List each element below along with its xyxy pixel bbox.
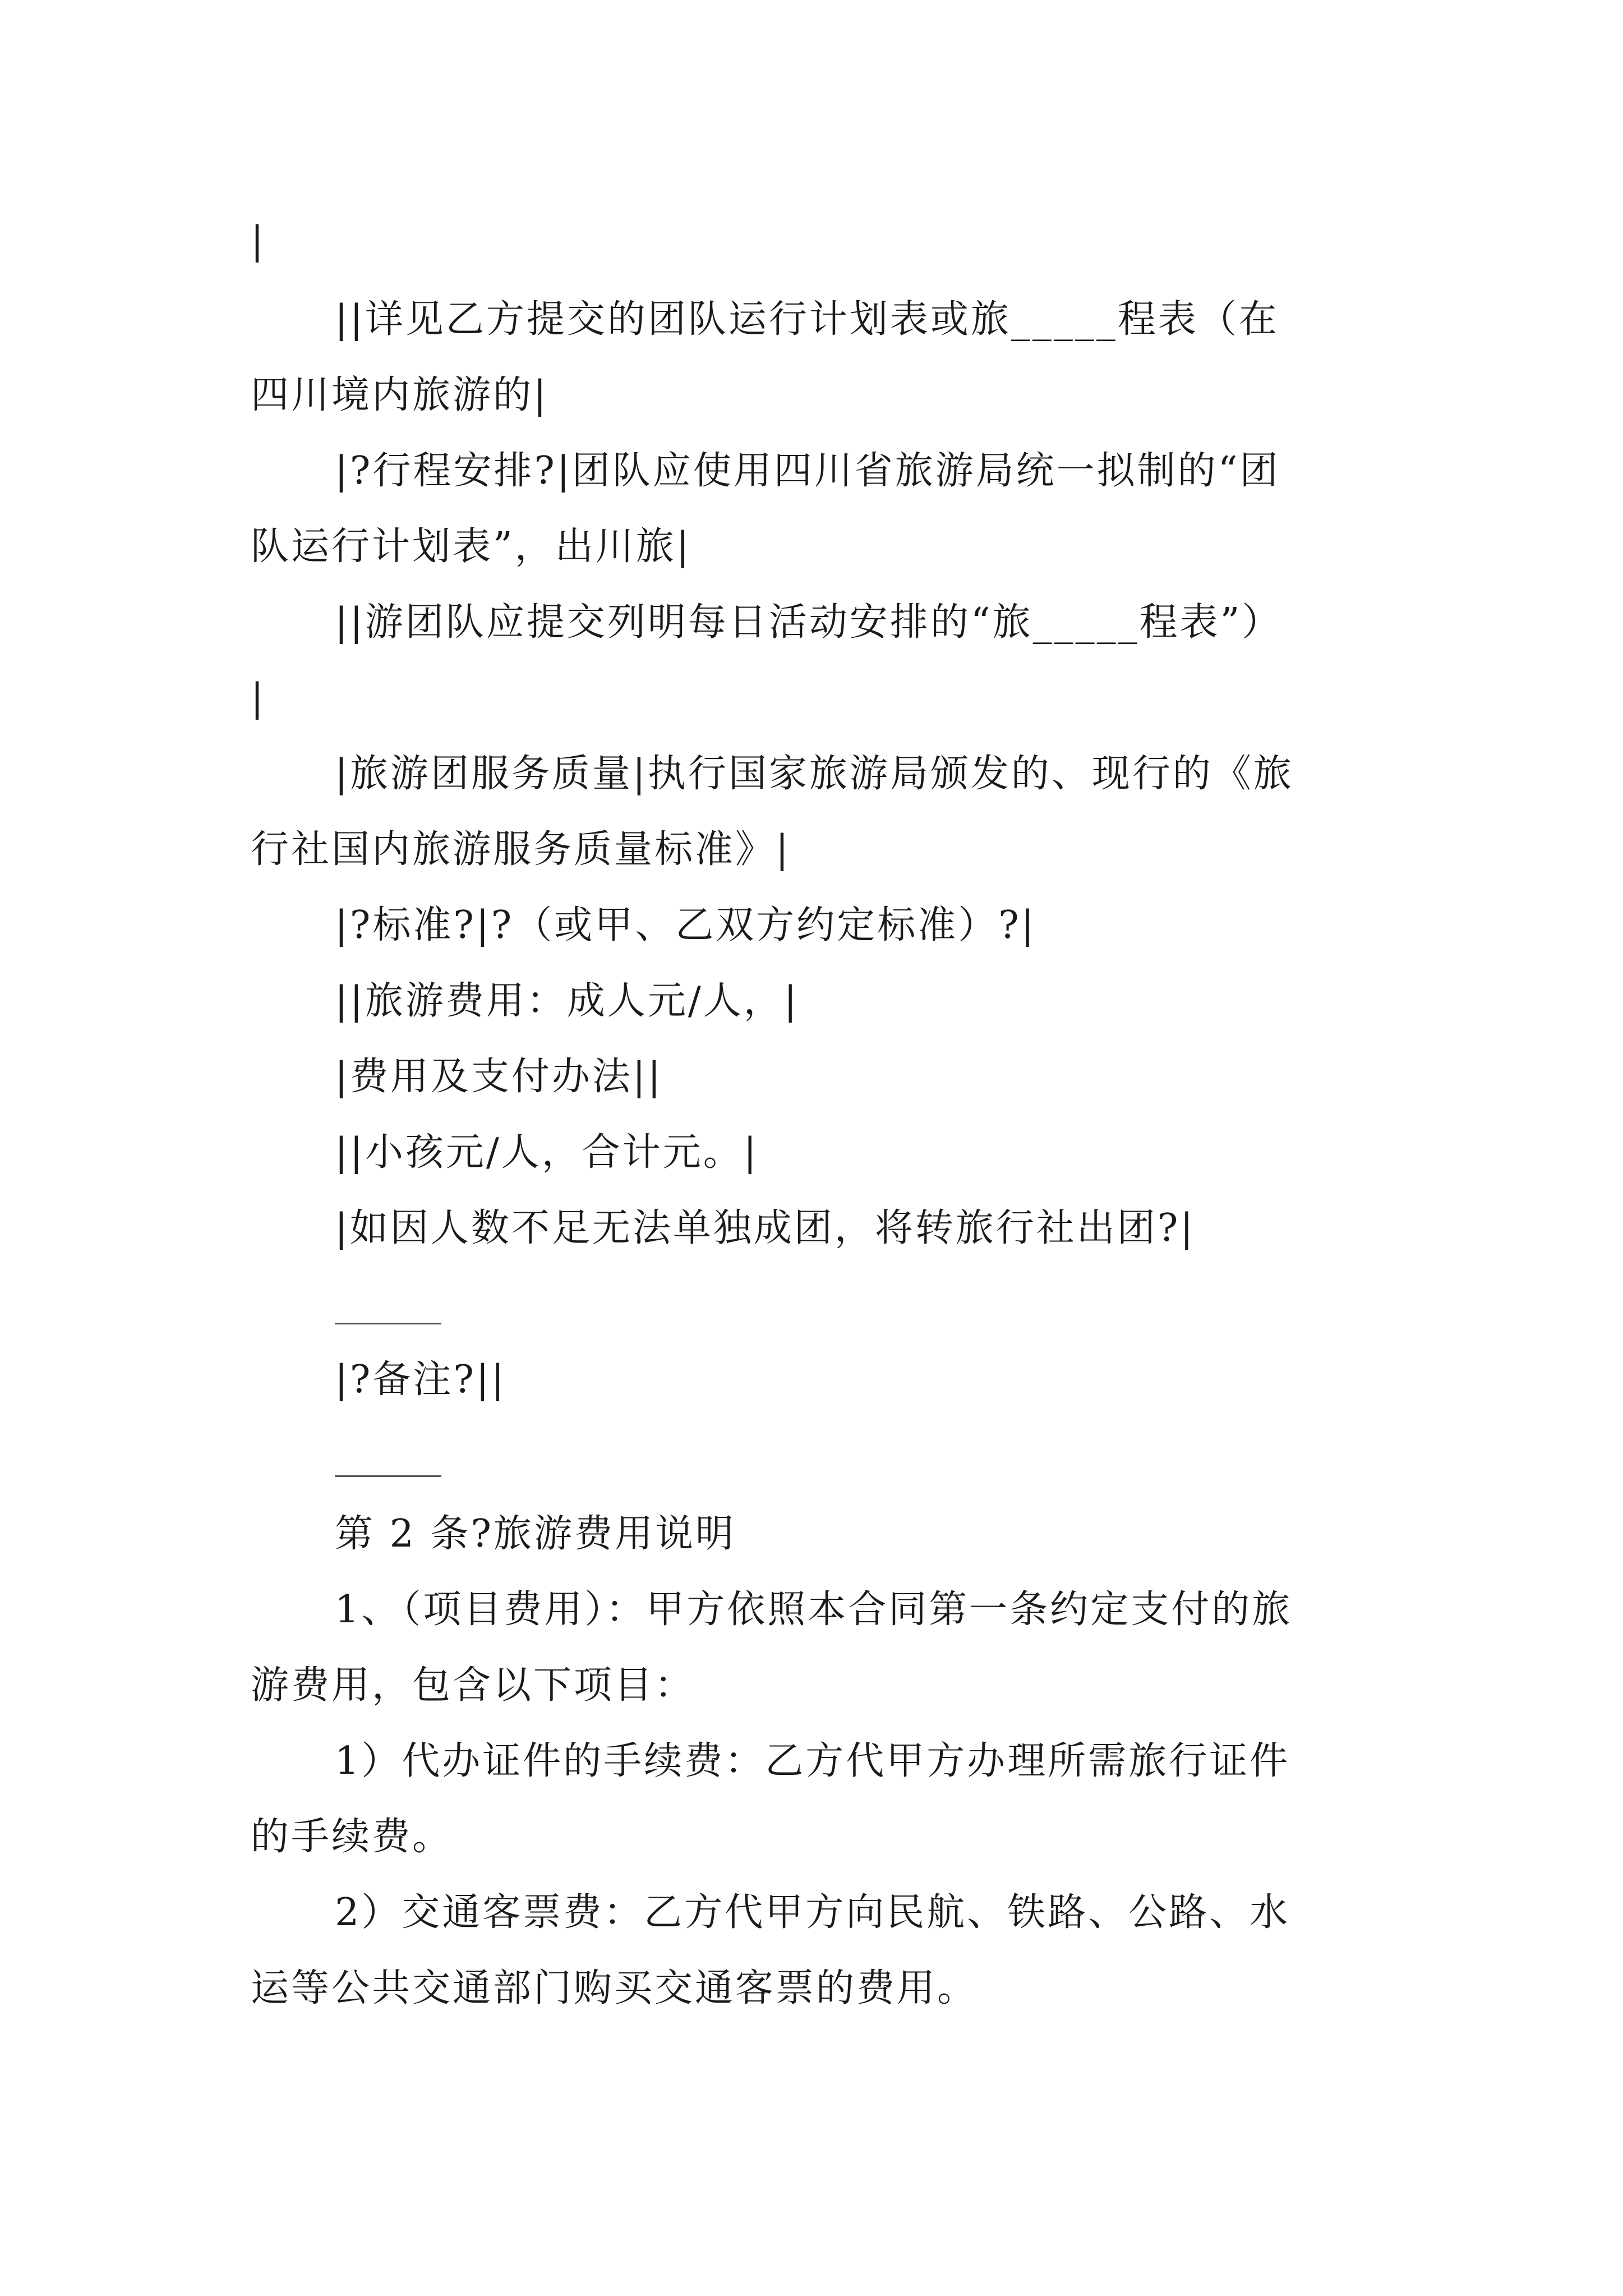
paragraph-line: 1）代办证件的手续费：乙方代甲方办理所需旅行证件 <box>335 1739 1290 1783</box>
table-rule <box>335 1323 441 1324</box>
paragraph-line: 运等公共交通部门购买交通客票的费用。 <box>251 1966 978 2010</box>
quality-row-line-3: |?标准?|?（或甲、乙双方约定标准）?| <box>335 903 1036 947</box>
paragraph-line: 的手续费。 <box>251 1815 453 1859</box>
table-border-line: | <box>251 219 266 263</box>
itinerary-row-line-5: ||游团队应提交列明每日活动安排的“旅_____程表”） <box>335 600 1283 645</box>
fee-row-line-4: |如因人数不足无法单独成团，将转旅行社出团?| <box>335 1206 1196 1250</box>
itinerary-row-line-4: 队运行计划表”，出川旅| <box>251 524 691 569</box>
quality-row-line-2: 行社国内旅游服务质量标准》| <box>251 827 791 872</box>
paragraph-line: 1、（项目费用）：甲方依照本合同第一条约定支付的旅 <box>335 1588 1293 1632</box>
fee-row-line-2: |费用及支付办法|| <box>335 1055 663 1099</box>
paragraph-line: 游费用，包含以下项目： <box>251 1663 695 1708</box>
table-rule <box>335 1475 441 1477</box>
itinerary-row-line-2: 四川境内旅游的| <box>251 373 548 417</box>
remarks-row-line: |?备注?|| <box>335 1358 506 1402</box>
quality-row-line-1: |旅游团服务质量|执行国家旅游局颁发的、现行的《旅 <box>335 752 1294 796</box>
itinerary-row-line-3: |?行程安排?|团队应使用四川省旅游局统一拟制的“团 <box>335 449 1280 493</box>
table-border-line: | <box>251 676 266 720</box>
article-2-heading: 第 2 条?旅游费用说明 <box>335 1512 736 1556</box>
fee-row-line-1: ||旅游费用：成人元/人，| <box>335 979 799 1023</box>
fee-row-line-3: ||小孩元/人，合计元。| <box>335 1130 759 1175</box>
itinerary-row-line-1: ||详见乙方提交的团队运行计划表或旅_____程表（在 <box>335 297 1279 342</box>
paragraph-line: 2）交通客票费：乙方代甲方向民航、铁路、公路、水 <box>335 1890 1290 1935</box>
